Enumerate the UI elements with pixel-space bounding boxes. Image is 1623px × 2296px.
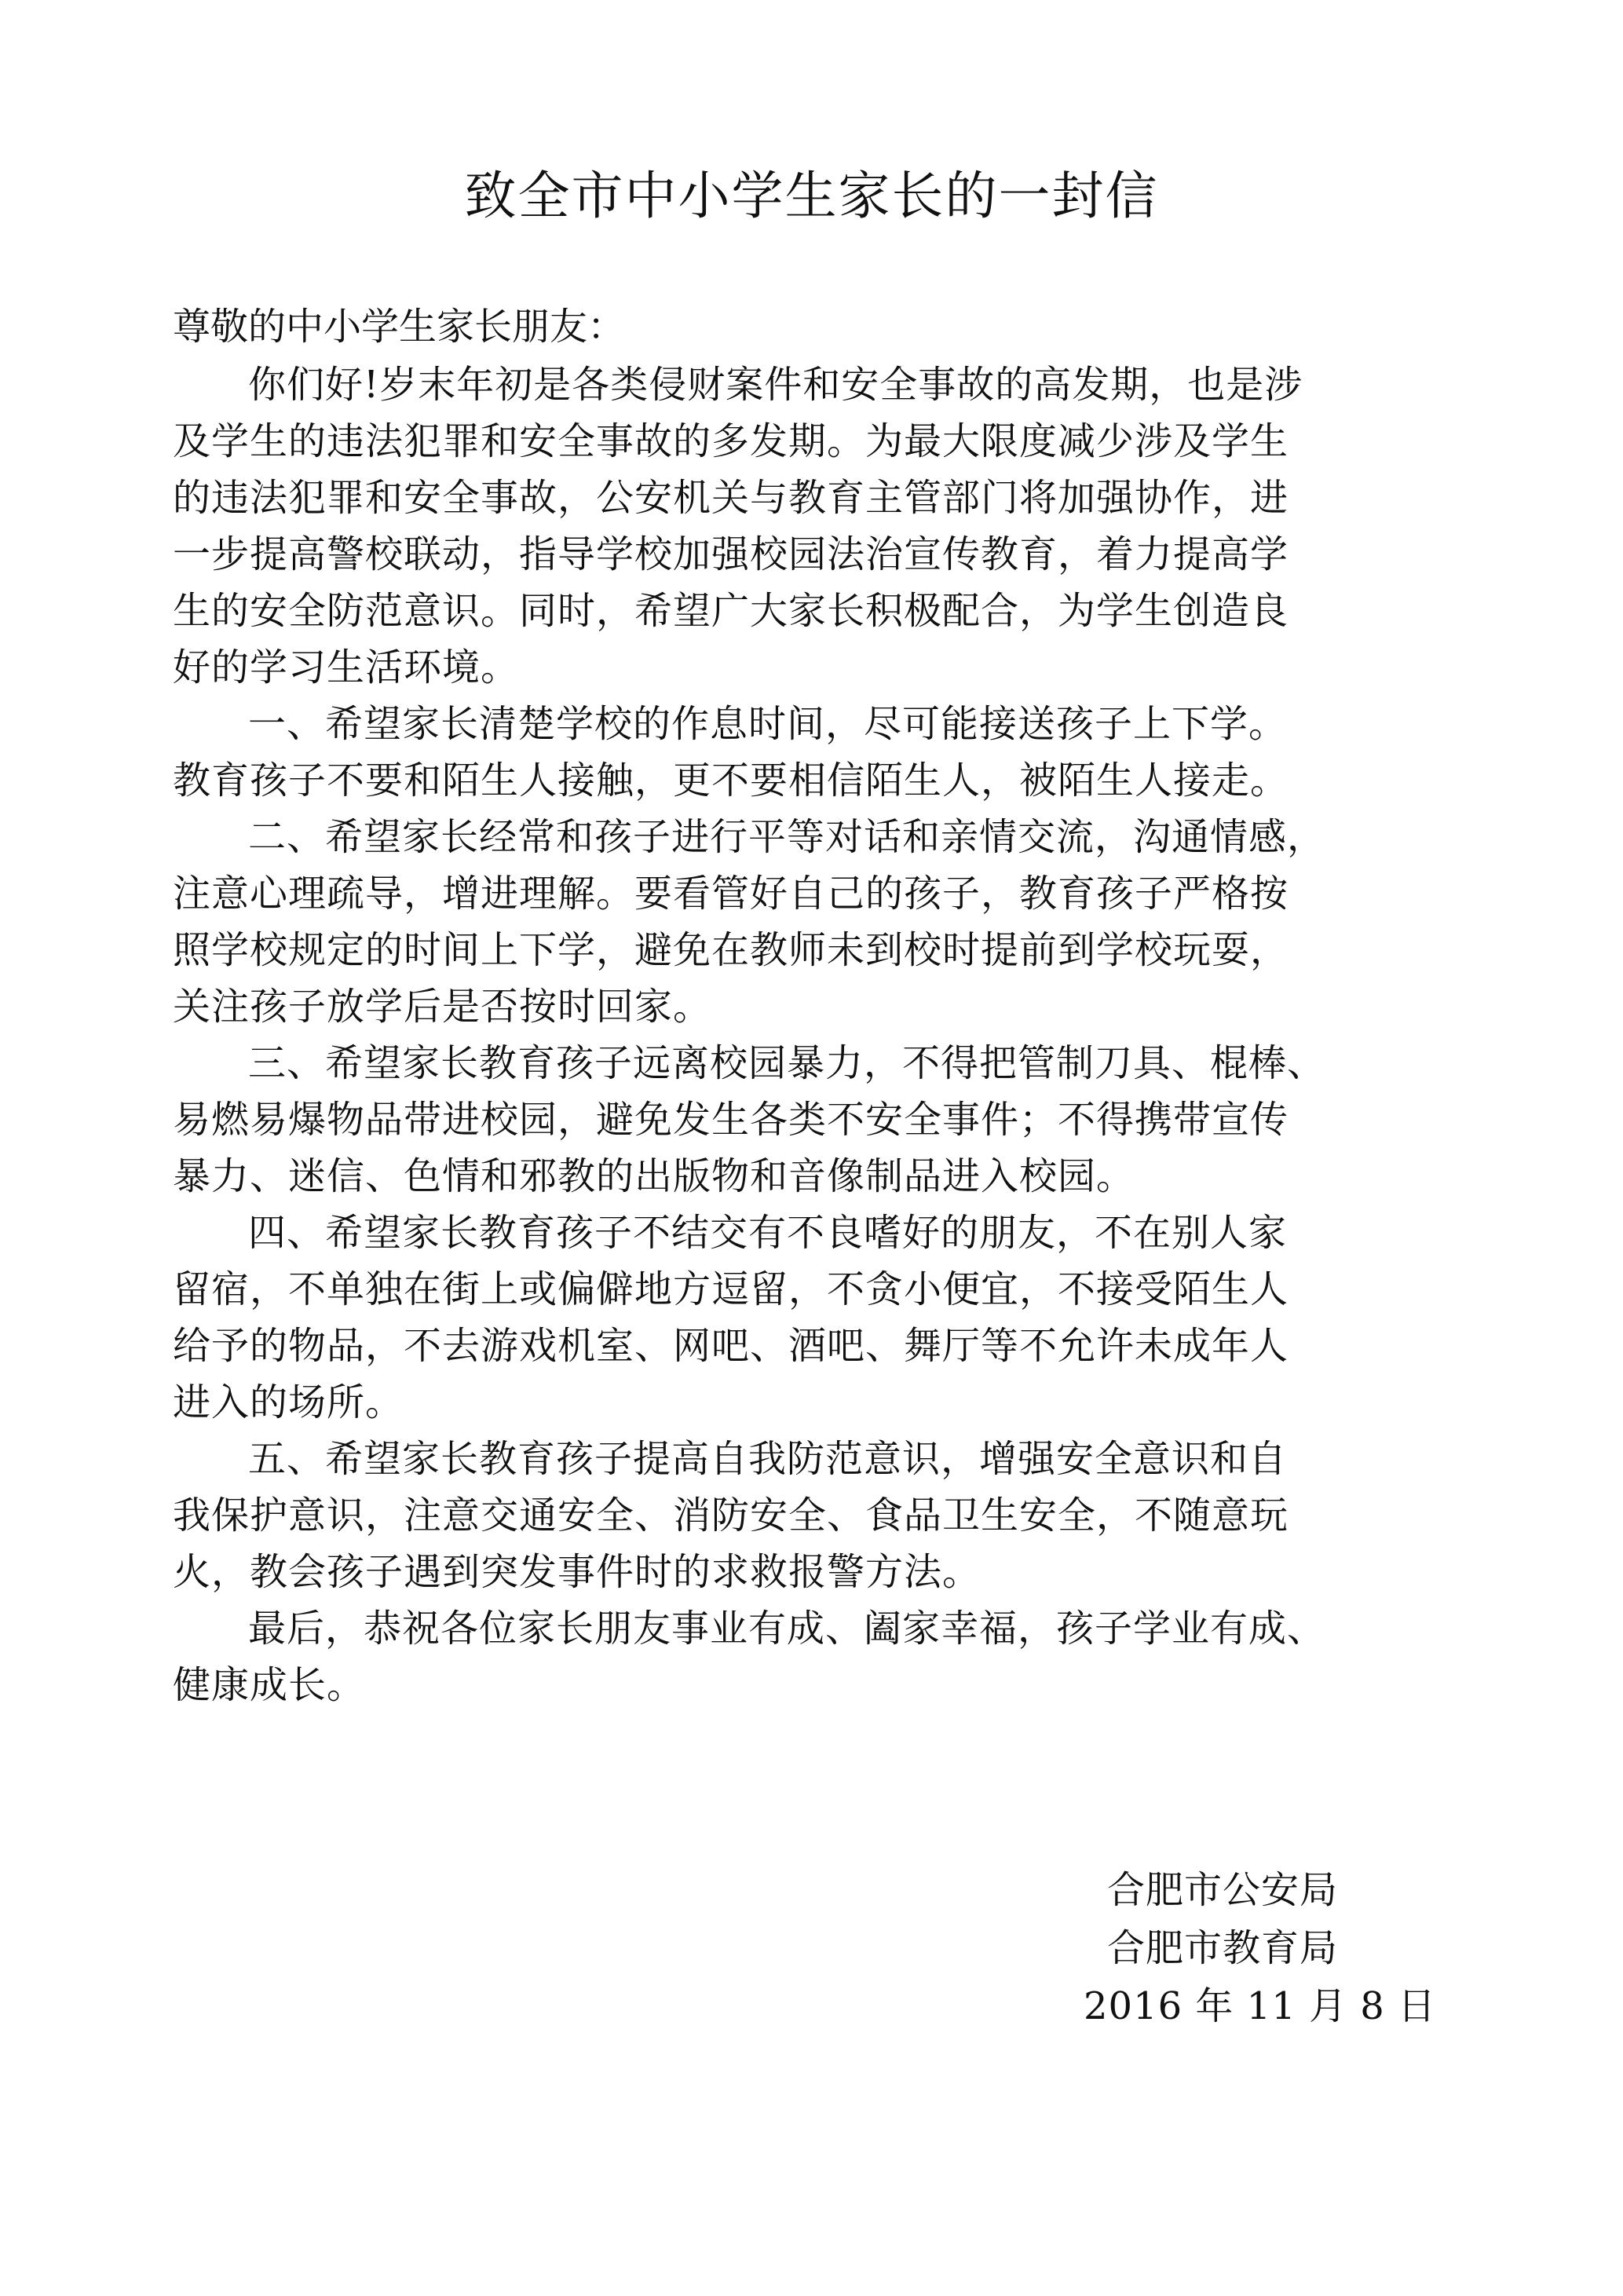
paragraph-intro <box>173 356 1460 696</box>
paragraph-line: 二、希望家长经常和孩子进行平等对话和亲情交流，沟通情感， <box>248 815 1326 859</box>
paragraph-line: 照学校规定的时间上下学，避免在教师未到校时提前到学校玩耍， <box>173 928 1289 972</box>
signature-org-education: 合肥市教育局 <box>1107 1926 1339 1970</box>
paragraph-line: 我保护意识，注意交通安全、消防安全、食品卫生安全，不随意玩 <box>173 1493 1289 1537</box>
paragraph-item-4 <box>173 1205 1460 1431</box>
signature-date: 2016 年 11 月 8 日 <box>1084 1984 1437 2028</box>
signature-block <box>1084 1861 1523 2035</box>
letter-body <box>173 298 1460 1713</box>
paragraph-line: 火，教会孩子遇到突发事件时的求救报警方法。 <box>173 1550 981 1594</box>
letter-title: 致全市中小学生家长的一封信 <box>464 166 1159 226</box>
paragraph-line: 的违法犯罪和安全事故，公安机关与教育主管部门将加强协作，进 <box>173 476 1289 520</box>
paragraph-line: 教育孩子不要和陌生人接触，更不要相信陌生人，被陌生人接走。 <box>173 759 1289 803</box>
paragraph-line: 四、希望家长教育孩子不结交有不良嗜好的朋友，不在别人家 <box>248 1211 1288 1255</box>
paragraph-line: 易燃易爆物品带进校园，避免发生各类不安全事件；不得携带宣传 <box>173 1098 1289 1142</box>
paragraph-line: 注意心理疏导，增进理解。要看管好自己的孩子，教育孩子严格按 <box>173 872 1289 916</box>
paragraph-item-2 <box>173 809 1460 1035</box>
paragraph-line: 一步提高警校联动，指导学校加强校园法治宣传教育，着力提高学 <box>173 532 1289 576</box>
paragraph-line: 健康成长。 <box>173 1663 366 1707</box>
paragraph-line: 留宿，不单独在街上或偏僻地方逗留，不贪小便宜，不接受陌生人 <box>173 1267 1289 1311</box>
paragraph-line: 一、希望家长清楚学校的作息时间，尽可能接送孩子上下学。 <box>248 702 1288 746</box>
paragraph-item-5 <box>173 1431 1460 1600</box>
paragraph-line: 五、希望家长教育孩子提高自我防范意识，增强安全意识和自 <box>248 1437 1288 1481</box>
paragraph-line: 最后，恭祝各位家长朋友事业有成、阖家幸福，孩子学业有成、 <box>248 1607 1326 1651</box>
paragraph-item-1 <box>173 696 1460 809</box>
paragraph-line: 及学生的违法犯罪和安全事故的多发期。为最大限度减少涉及学生 <box>173 419 1289 463</box>
paragraph-line: 三、希望家长教育孩子远离校园暴力，不得把管制刀具、棍棒、 <box>248 1041 1326 1085</box>
paragraph-line: 你们好!岁末年初是各类侵财案件和安全事故的高发期，也是涉 <box>248 363 1303 407</box>
paragraph-line: 关注孩子放学后是否按时回家。 <box>173 985 712 1029</box>
paragraph-closing <box>173 1600 1460 1713</box>
paragraph-item-3 <box>173 1035 1460 1205</box>
paragraph-line: 暴力、迷信、色情和邪教的出版物和音像制品进入校园。 <box>173 1154 1135 1198</box>
paragraph-line: 生的安全防范意识。同时，希望广大家长积极配合，为学生创造良 <box>173 589 1289 633</box>
paragraph-line: 进入的场所。 <box>173 1380 404 1424</box>
salutation: 尊敬的中小学生家长朋友： <box>173 305 626 349</box>
paragraph-line: 给予的物品，不去游戏机室、网吧、酒吧、舞厅等不允许未成年人 <box>173 1324 1289 1368</box>
paragraph-line: 好的学习生活环境。 <box>173 645 520 689</box>
signature-org-police: 合肥市公安局 <box>1107 1868 1339 1912</box>
